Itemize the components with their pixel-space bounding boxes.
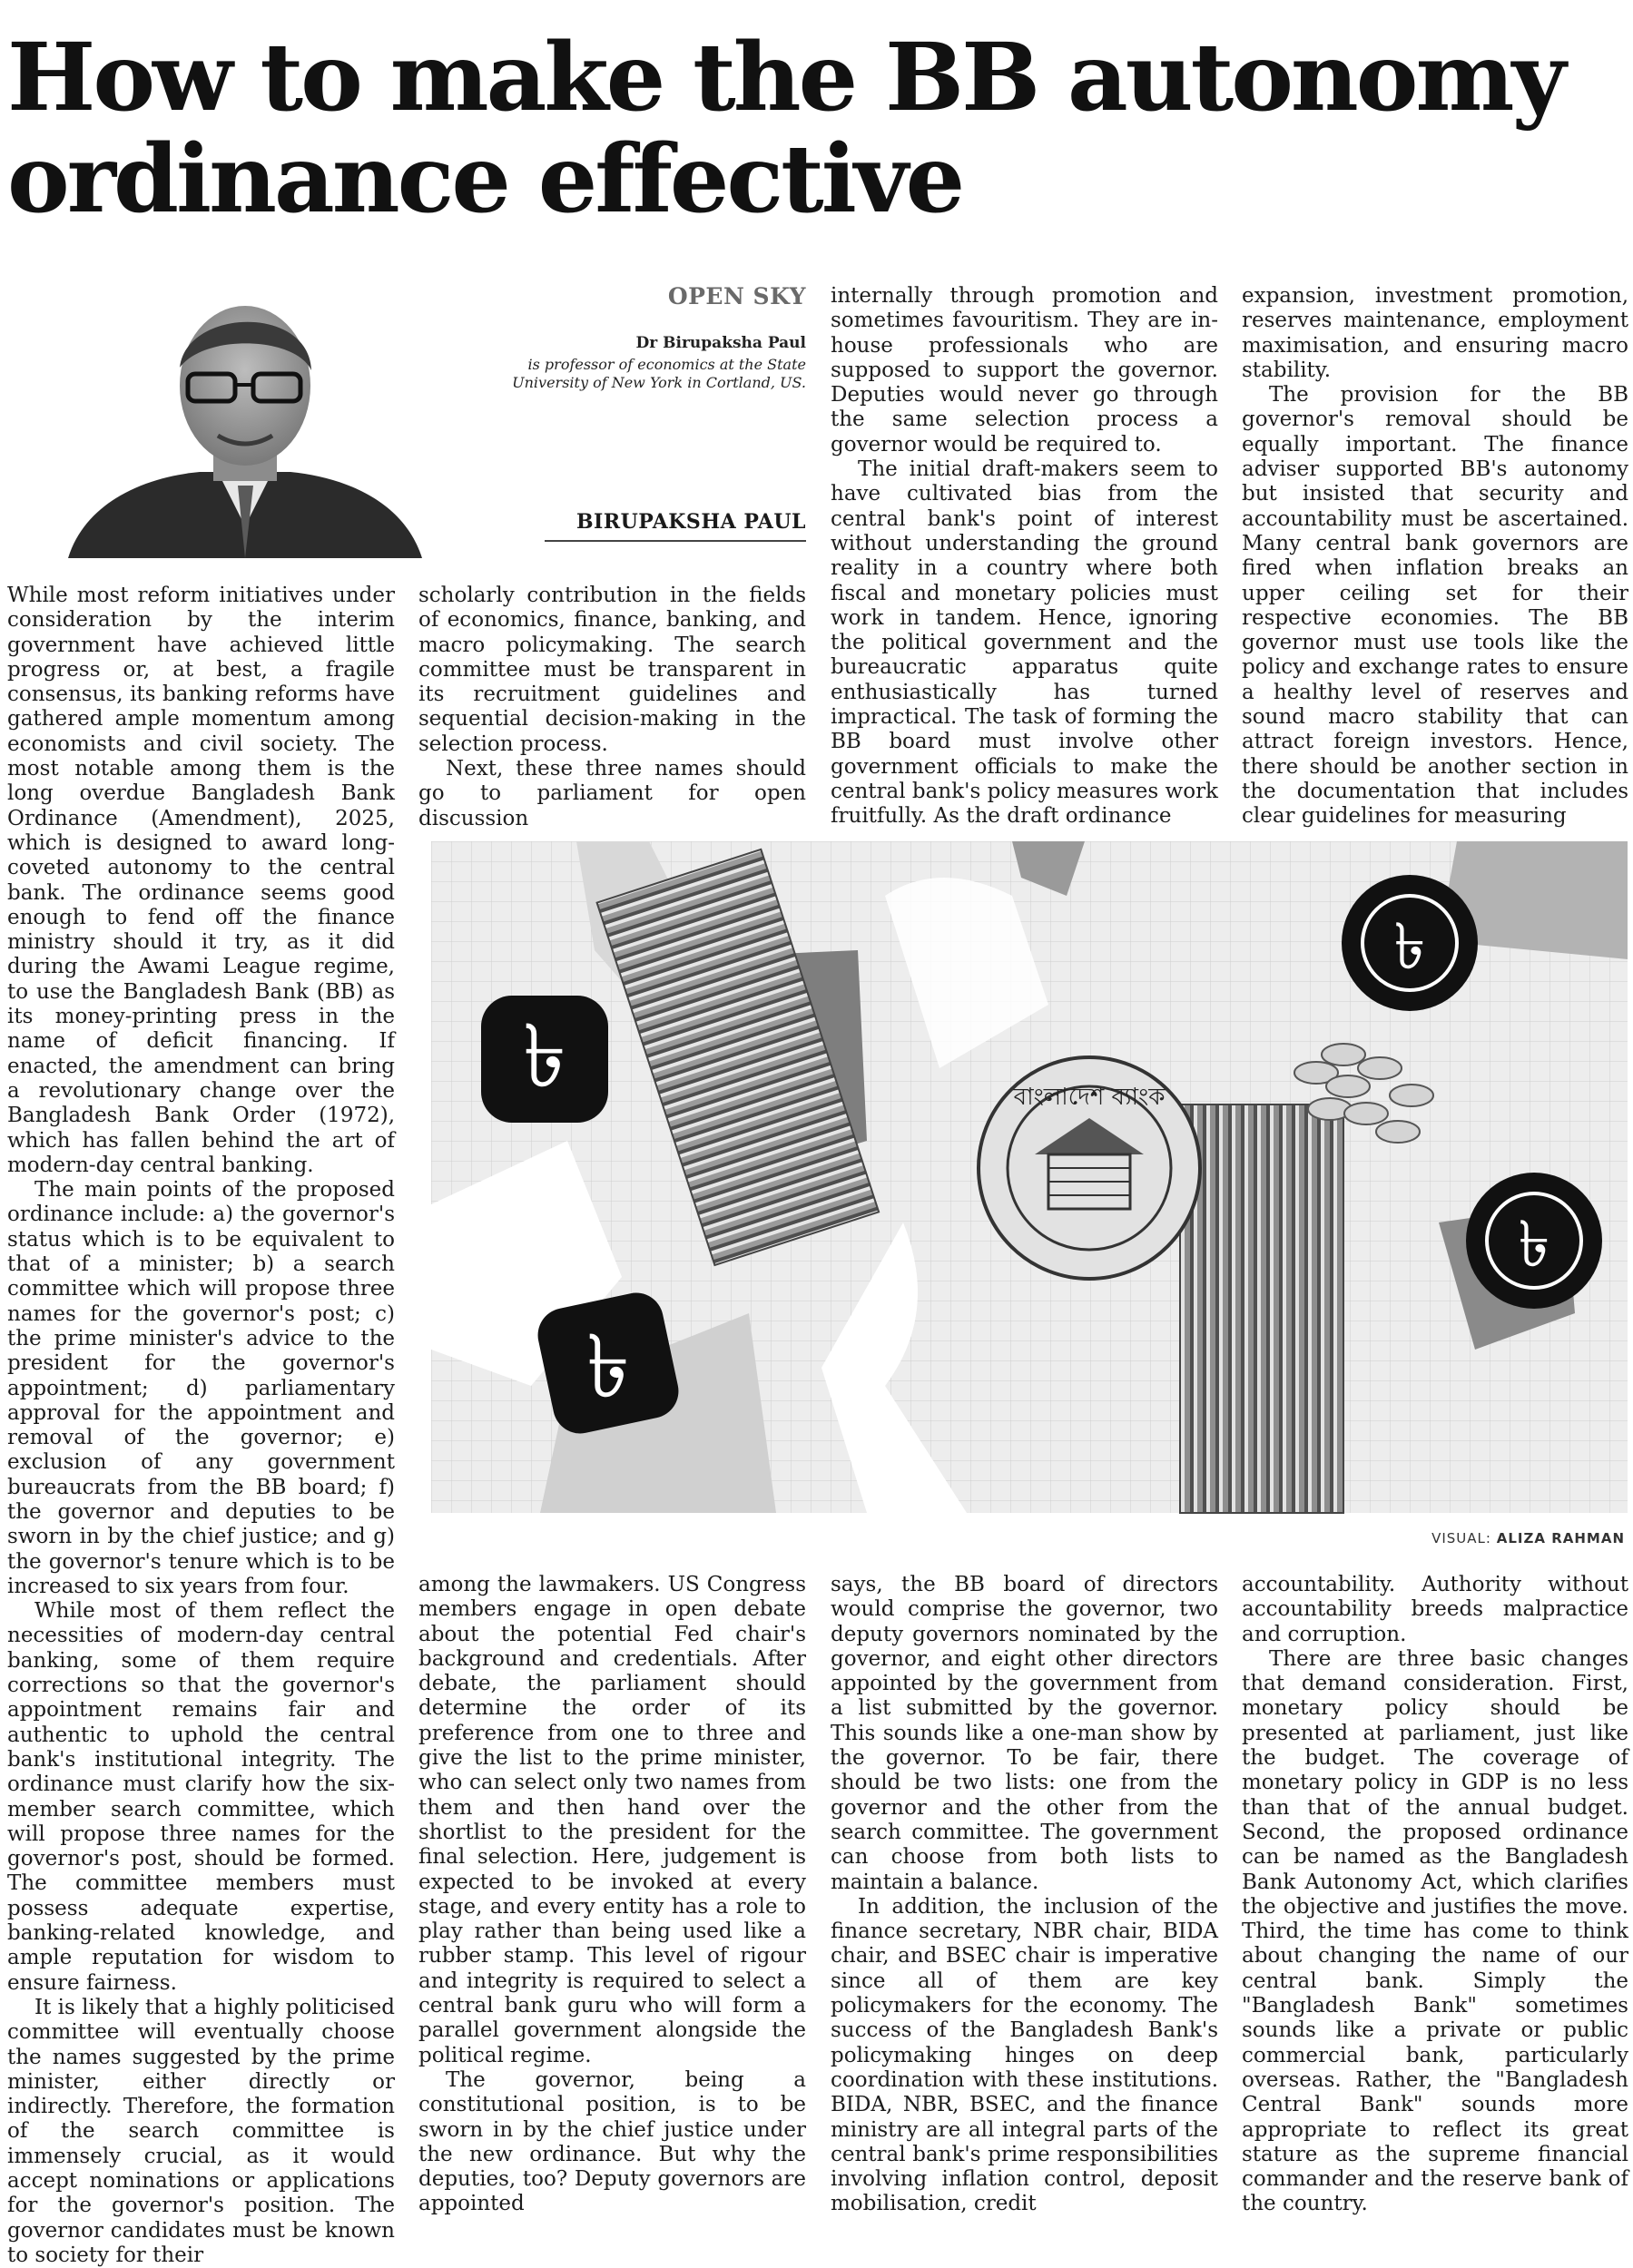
paragraph: While most of them reflect the necessities of modern-day central banking, some of them require corrections so that the governor's appointment remains fair and authentic to uphold the central bank's institutional integrity. The ordinance must clarify how the six-member search committee, which will propose three names for the governor's post, should be formed. The committee members must possess adequate expertise, banking-related knowledge, and ample reputation for wisdom to ensure fairness. bbox=[7, 1599, 395, 1995]
column-4-bottom bbox=[1242, 1573, 1628, 2216]
byline: BIRUPAKSHA PAUL bbox=[575, 510, 806, 534]
column-1 bbox=[7, 584, 395, 2267]
illustration-credit bbox=[1271, 1530, 1625, 1546]
paragraph: It is likely that a highly politicised committee will eventually choose the names suggested by the prime minister, either directly or indirectly. Therefore, the formation of the search committee is immensely crucial, as it would accept nominations or applications for the governor's position. The governor candidates must be known to society for their bbox=[7, 1995, 395, 2267]
headline: How to make the BB autonomy ordinance effective bbox=[7, 23, 1564, 234]
paragraph: Next, these three names should go to parliament for open discussion bbox=[418, 757, 806, 830]
column-3-top bbox=[831, 284, 1218, 829]
paragraph: internally through promotion and sometimes favouritism. They are in-house professionals who are supposed to support the governor. Deputies would never go through the same selection process a governor would be required to. bbox=[831, 284, 1218, 457]
column-2-bottom bbox=[418, 1573, 806, 2216]
paragraph: The provision for the BB governor's removal should be equally important. The finance adviser supported BB's autonomy but insisted that security and accountability must be ascertained. Many central bank governors are fired when inflation breaks an upper ceiling set for their respective economies. The BB governor must use tools like the policy and exchange rates to ensure a healthy level of reserves and sound macro stability that can attract foreign investors. Hence, there should be another section in the documentation that includes clear guidelines for measuring bbox=[1242, 383, 1628, 829]
column-4-top bbox=[1242, 284, 1628, 829]
paragraph: In addition, the inclusion of the finance secretary, NBR chair, BIDA chair, and BSEC chair is imperative since all of them are key policymakers for the economy. The success of the Bangladesh Bank's policymaking hinges on deep coordination with these institutions. BIDA, NBR, BSEC, and the finance ministry are all integral parts of the central bank's prime responsibilities involving inflation control, deposit mobilisation, credit bbox=[831, 1894, 1218, 2216]
column-kicker: OPEN SKY bbox=[667, 283, 806, 309]
paragraph: scholarly contribution in the fields of economics, finance, banking, and macro policymaking. The search committee must be transparent in its recruitment guidelines and sequential decision-making in the selection process. bbox=[418, 584, 806, 756]
paragraph: While most reform initiatives under consideration by the interim government have achieved little progress or, at best, a fragile consensus, its banking reforms have gathered ample momentum among economists and civil society. The most notable among them is the long overdue Bangladesh Bank Ordinance (Amendment), 2025, which is designed to award long-coveted autonomy to the central bank. The ordinance seems good enough to fend off the finance ministry should it try, as it did during the Awami League regime, to use the Bangladesh Bank (BB) as its money-printing press in the name of deficit financing. If enacted, the amendment can bring a revolutionary change over the Bangladesh Bank Order (1972), which has fallen behind the art of modern-day central banking. bbox=[7, 584, 395, 1177]
credit-label: VISUAL: bbox=[1431, 1530, 1491, 1546]
paragraph: The governor, being a constitutional position, is to be sworn in by the chief justice under the new ordinance. But why the deputies, too? Deputy governors are appointed bbox=[418, 2067, 806, 2216]
credit-name: ALIZA RAHMAN bbox=[1496, 1530, 1625, 1546]
paragraph: accountability. Authority without accountability breeds malpractice and corruption. bbox=[1242, 1573, 1628, 1646]
taka-icon: ৳ bbox=[1518, 1207, 1550, 1281]
paragraph: among the lawmakers. US Congress members engage in open debate about the potential Fed chair's background and credentials. After debate, the parliament should determine the order of its preference from one to three and give the list to the prime minister, who can select only two names from them and then hand over the shortlist to the president for the final selection. Here, judgement is expected to be invoked at every stage, and every entity has a role to play rather than being used like a rubber stamp. This level of rigour and integrity is required to select a central bank guru who will form a parallel government alongside the political regime. bbox=[418, 1573, 806, 2067]
taka-icon: ৳ bbox=[523, 1006, 566, 1107]
column-3-bottom bbox=[831, 1573, 1218, 2216]
paragraph: says, the BB board of directors would comprise the governor, two deputy governors nominated by the governor, and eight other directors appointed by the government from a list submitted by the governor. This sounds like a one-man show by the governor. To be fair, there should be two lists: one from the governor and the other from the search committee. The government can choose from both lists to maintain a balance. bbox=[831, 1573, 1218, 1894]
author-name: Dr Birupaksha Paul bbox=[635, 334, 806, 352]
paragraph: There are three basic changes that demand consideration. First, monetary policy should be presented at parliament, just like the budget. The coverage of monetary policy in GDP is no less than that of the annual budget. Second, the proposed ordinance can be named as the Bangladesh Bank Autonomy Act, which clarifies the objective and justifies the move. Third, the time has come to think about changing the name of our central bank. Simply the "Bangladesh Bank" sometimes sounds like a private or public commercial bank, particularly overseas. Rather, the "Bangladesh Central Bank" sounds more appropriate to reflect its great stature as the supreme financial commander and the reserve bank of the country. bbox=[1242, 1646, 1628, 2216]
paragraph: expansion, investment promotion, reserves maintenance, employment maximisation, and ensuring macro stability. bbox=[1242, 284, 1628, 382]
paragraph: The main points of the proposed ordinance include: a) the governor's status which is to be equivalent to that of a minister; b) a search committee which will propose three names for the governor's post; c) the prime minister's advice to the president for the governor's appointment; d) parliamentary approval for the appointment and removal of the governor; e) exclusion of any government bureaucrats from the BB board; f) the governor and deputies to be sworn in by the chief justice; and g) the governor's tenure which is to be increased to six years from four. bbox=[7, 1178, 395, 1598]
taka-icon: ৳ bbox=[1393, 909, 1426, 984]
taka-icon: ৳ bbox=[586, 1316, 630, 1418]
column-2-top bbox=[418, 584, 806, 830]
seal-text: বাংলাদেশ ব্যাংক bbox=[1013, 1084, 1166, 1111]
author-portrait bbox=[50, 290, 467, 558]
illustration bbox=[431, 841, 1628, 1513]
author-bio: is professor of economics at the State University of New York in Cortland, US. bbox=[512, 356, 806, 391]
paragraph: The initial draft-makers seem to have cultivated bias from the central bank's point of interest without understanding the ground reality in a country where both fiscal and monetary policies must work in tandem. Hence, ignoring the political government and the bureaucratic apparatus quite enthusiastically has turned impractical. The task of forming the BB board must involve other government officials to make the central bank's policy measures work fruitfully. As the draft ordinance bbox=[831, 457, 1218, 829]
byline-rule bbox=[545, 540, 806, 542]
